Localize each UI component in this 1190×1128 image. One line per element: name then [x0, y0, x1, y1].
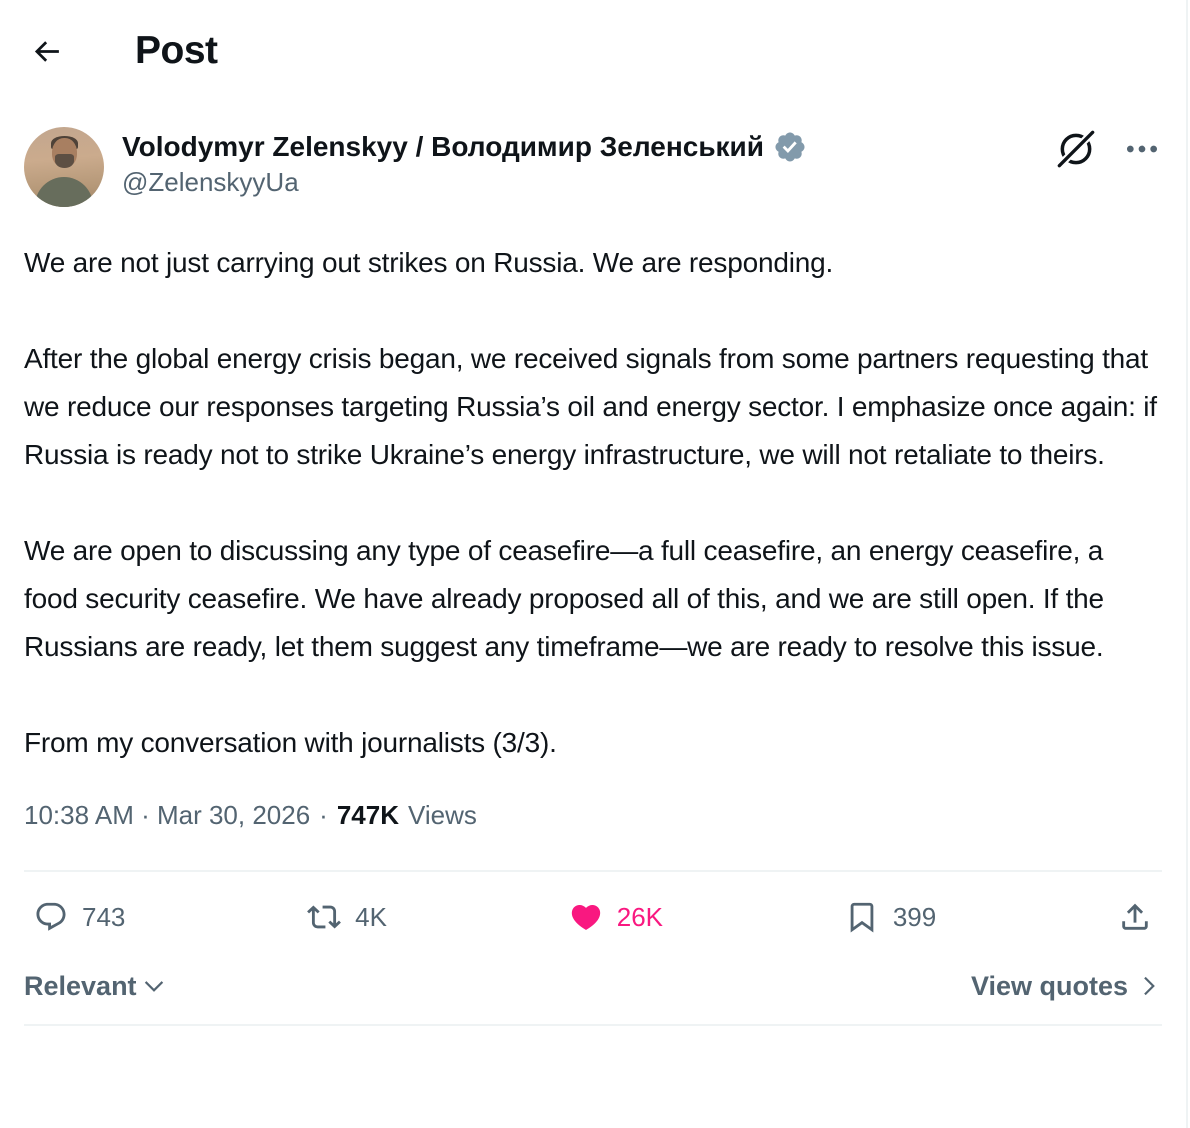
meta-separator: ·	[319, 800, 328, 830]
view-quotes-link[interactable]	[971, 970, 1162, 1002]
post-paragraph: We are not just carrying out strikes on Russia. We are responding.	[24, 247, 834, 278]
reply-button[interactable]	[34, 900, 125, 934]
post-paragraph: After the global energy crisis began, we received signals from some partners requesting that we reduce our responses targeting Russia’s oil and energy sector. I emphasize once again: if Russia is ready not to strike Ukraine’s energy infrastructure, we will not retaliate to theirs.	[24, 343, 1157, 470]
bookmark-icon	[845, 900, 879, 934]
author-actions	[1056, 127, 1162, 169]
heart-icon	[569, 900, 603, 934]
more-button[interactable]	[1122, 129, 1162, 169]
like-button[interactable]	[569, 900, 663, 934]
view-quotes-label: View quotes	[970, 971, 1128, 1001]
sort-label: Relevant	[24, 971, 137, 1001]
reply-sort-selector[interactable]	[24, 970, 167, 1002]
share-icon	[1118, 900, 1152, 934]
post-meta-row	[0, 799, 1186, 832]
reply-count: 743	[82, 901, 126, 932]
repost-icon	[307, 900, 341, 934]
bookmark-button[interactable]	[845, 900, 936, 934]
arrow-left-icon	[30, 35, 63, 68]
repost-count: 4K	[355, 901, 387, 932]
chevron-right-icon	[1136, 973, 1162, 999]
bookmark-count: 399	[892, 901, 937, 932]
author-display-name[interactable]: Volodymyr Zelenskyy / Володимир Зеленський	[122, 131, 764, 162]
chevron-down-icon	[141, 973, 167, 999]
verified-badge-icon	[773, 130, 807, 164]
views-count[interactable]: 747K	[336, 800, 399, 830]
back-button[interactable]	[24, 29, 68, 73]
post-text	[0, 239, 1186, 767]
author-info	[122, 127, 807, 199]
reply-icon	[34, 900, 68, 934]
avatar-silhouette	[55, 154, 74, 168]
grok-icon	[1056, 129, 1096, 169]
footer-row	[0, 964, 1186, 1002]
header	[0, 0, 1186, 77]
page-title: Post	[135, 29, 218, 72]
avatar-silhouette	[35, 177, 93, 207]
like-count: 26K	[616, 901, 664, 932]
author-name-line[interactable]	[122, 129, 807, 165]
post-timestamp[interactable]: 10:38 AM · Mar 30, 2026	[24, 800, 311, 830]
share-button[interactable]	[1118, 900, 1152, 934]
more-horizontal-icon	[1122, 129, 1162, 169]
repost-button[interactable]	[307, 900, 387, 934]
post-paragraph: We are open to discussing any type of ceasefire—a full ceasefire, an energy ceasefire, a food security ceasefire. We have already proposed all of this, and we are still open. If the Russians are ready, let them suggest any timeframe—we are ready to resolve this issue.	[24, 535, 1104, 662]
author-row	[0, 127, 1186, 207]
avatar[interactable]	[24, 127, 104, 207]
bottom-divider	[24, 1024, 1162, 1026]
views-label: Views	[408, 800, 477, 830]
author-handle[interactable]: @ZelenskyyUa	[122, 167, 299, 197]
post-paragraph: From my conversation with journalists (3/3).	[24, 727, 557, 758]
action-bar	[0, 872, 1186, 950]
grok-button[interactable]	[1056, 129, 1096, 169]
